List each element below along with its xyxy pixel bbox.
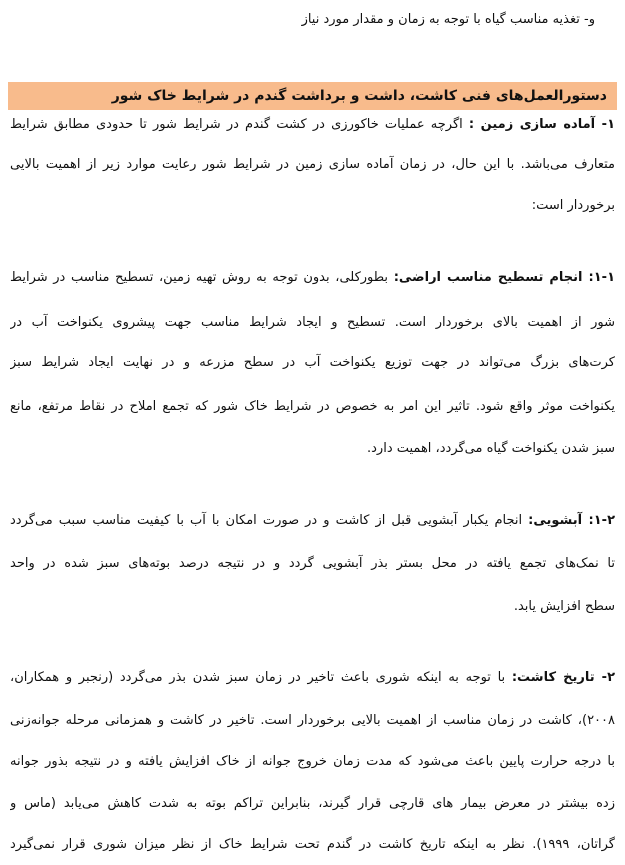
s2-line2: ۲۰۰۸)، کاشت در زمان مناسب از اهمیت بالایی برخوردار است. تاخیر در کاشت و همزمانی مرحله جوانه‌زنی	[10, 713, 615, 728]
section-title: دستورالعمل‌های فنی کاشت، داشت و برداشت گندم در شرایط خاک شور	[111, 88, 607, 104]
s12-heading: ۱-۲: آبشویی:	[528, 513, 615, 528]
s2-line1	[10, 667, 615, 689]
s2-line4: زده بیشتر در معرض بیمار های قارچی قرار گیرند، بنابراین تراکم بوته به شدت کاهش می‌یابد (ماس و	[10, 796, 615, 811]
intro-item: و- تغذیه مناسب گیاه با توجه به زمان و مقدار مورد نیاز	[301, 12, 595, 27]
s2-line3: با درجه حرارت پایین باعث می‌شود که مدت زمان خروج جوانه از خاک افزایش یافته و در نتیجه بذور جوانه	[10, 754, 615, 769]
s1-line3: برخوردار است:	[531, 198, 615, 213]
s11-line3: کرت‌های بزرگ می‌تواند در جهت توزیع یکنواخت آب در سطح مزرعه و در نهایت ایجاد شرایط سبز	[10, 355, 615, 370]
s11-line5: سبز شدن یکنواخت گیاه می‌گردد، اهمیت دارد.	[367, 441, 615, 456]
s12-line3: سطح افزایش یابد.	[513, 599, 615, 614]
s2-line1-text: با توجه به اینکه شوری باعث تاخیر در زمان سبز شدن بذر می‌گردد (رنجبر و همکاران،	[10, 670, 512, 685]
s2-line5: گراتان، ۱۹۹۹). نظر به اینکه تاریخ کاشت در گندم تحت شرایط خاک از نظر میزان شوری قرار نمی‌گیرد	[10, 837, 615, 852]
s2-heading: ۲- تاریخ کاشت:	[511, 670, 615, 685]
s12-line1	[10, 510, 615, 532]
s1-line1-text: اگرچه عملیات خاکورزی در کشت گندم در شرایط شور تا حدودی مطابق شرایط	[10, 117, 469, 132]
s1-line2: متعارف می‌باشد. با این حال، در زمان آماده سازی زمین در شرایط شور رعایت موارد زیر از اهمیت بالایی	[10, 157, 615, 172]
s1-heading: ۱- آماده سازی زمین :	[468, 117, 615, 132]
s11-line2: شور از اهمیت بالای برخوردار است. تسطیح و ایجاد شرایط مناسب جهت پیشروی یکنواخت آب در	[10, 315, 615, 330]
s12-line2: تا نمک‌های تجمع یافته در محل بستر بذر آبشویی گردد و در نتیجه درصد بوته‌های سبز شده در واحد	[10, 556, 615, 571]
s12-line1-text: انجام یکبار آبشویی قبل از کاشت و در صورت امکان با آب با کیفیت مناسب سبب می‌گردد	[10, 513, 529, 528]
section-title-banner	[8, 82, 617, 110]
s11-line4: یکنواخت موثر واقع شود. تاثیر این امر به خصوص در شرایط خاک شور که تجمع املاح در نقاط مرتفع، مانع	[10, 399, 615, 414]
s11-line1-text: بطورکلی، بدون توجه به روش تهیه زمین، تسطیح مناسب در شرایط	[10, 270, 394, 285]
s11-line1	[10, 267, 615, 289]
s11-heading: ۱-۱: انجام تسطیح مناسب اراضی:	[393, 270, 615, 285]
s1-line1	[10, 114, 615, 136]
